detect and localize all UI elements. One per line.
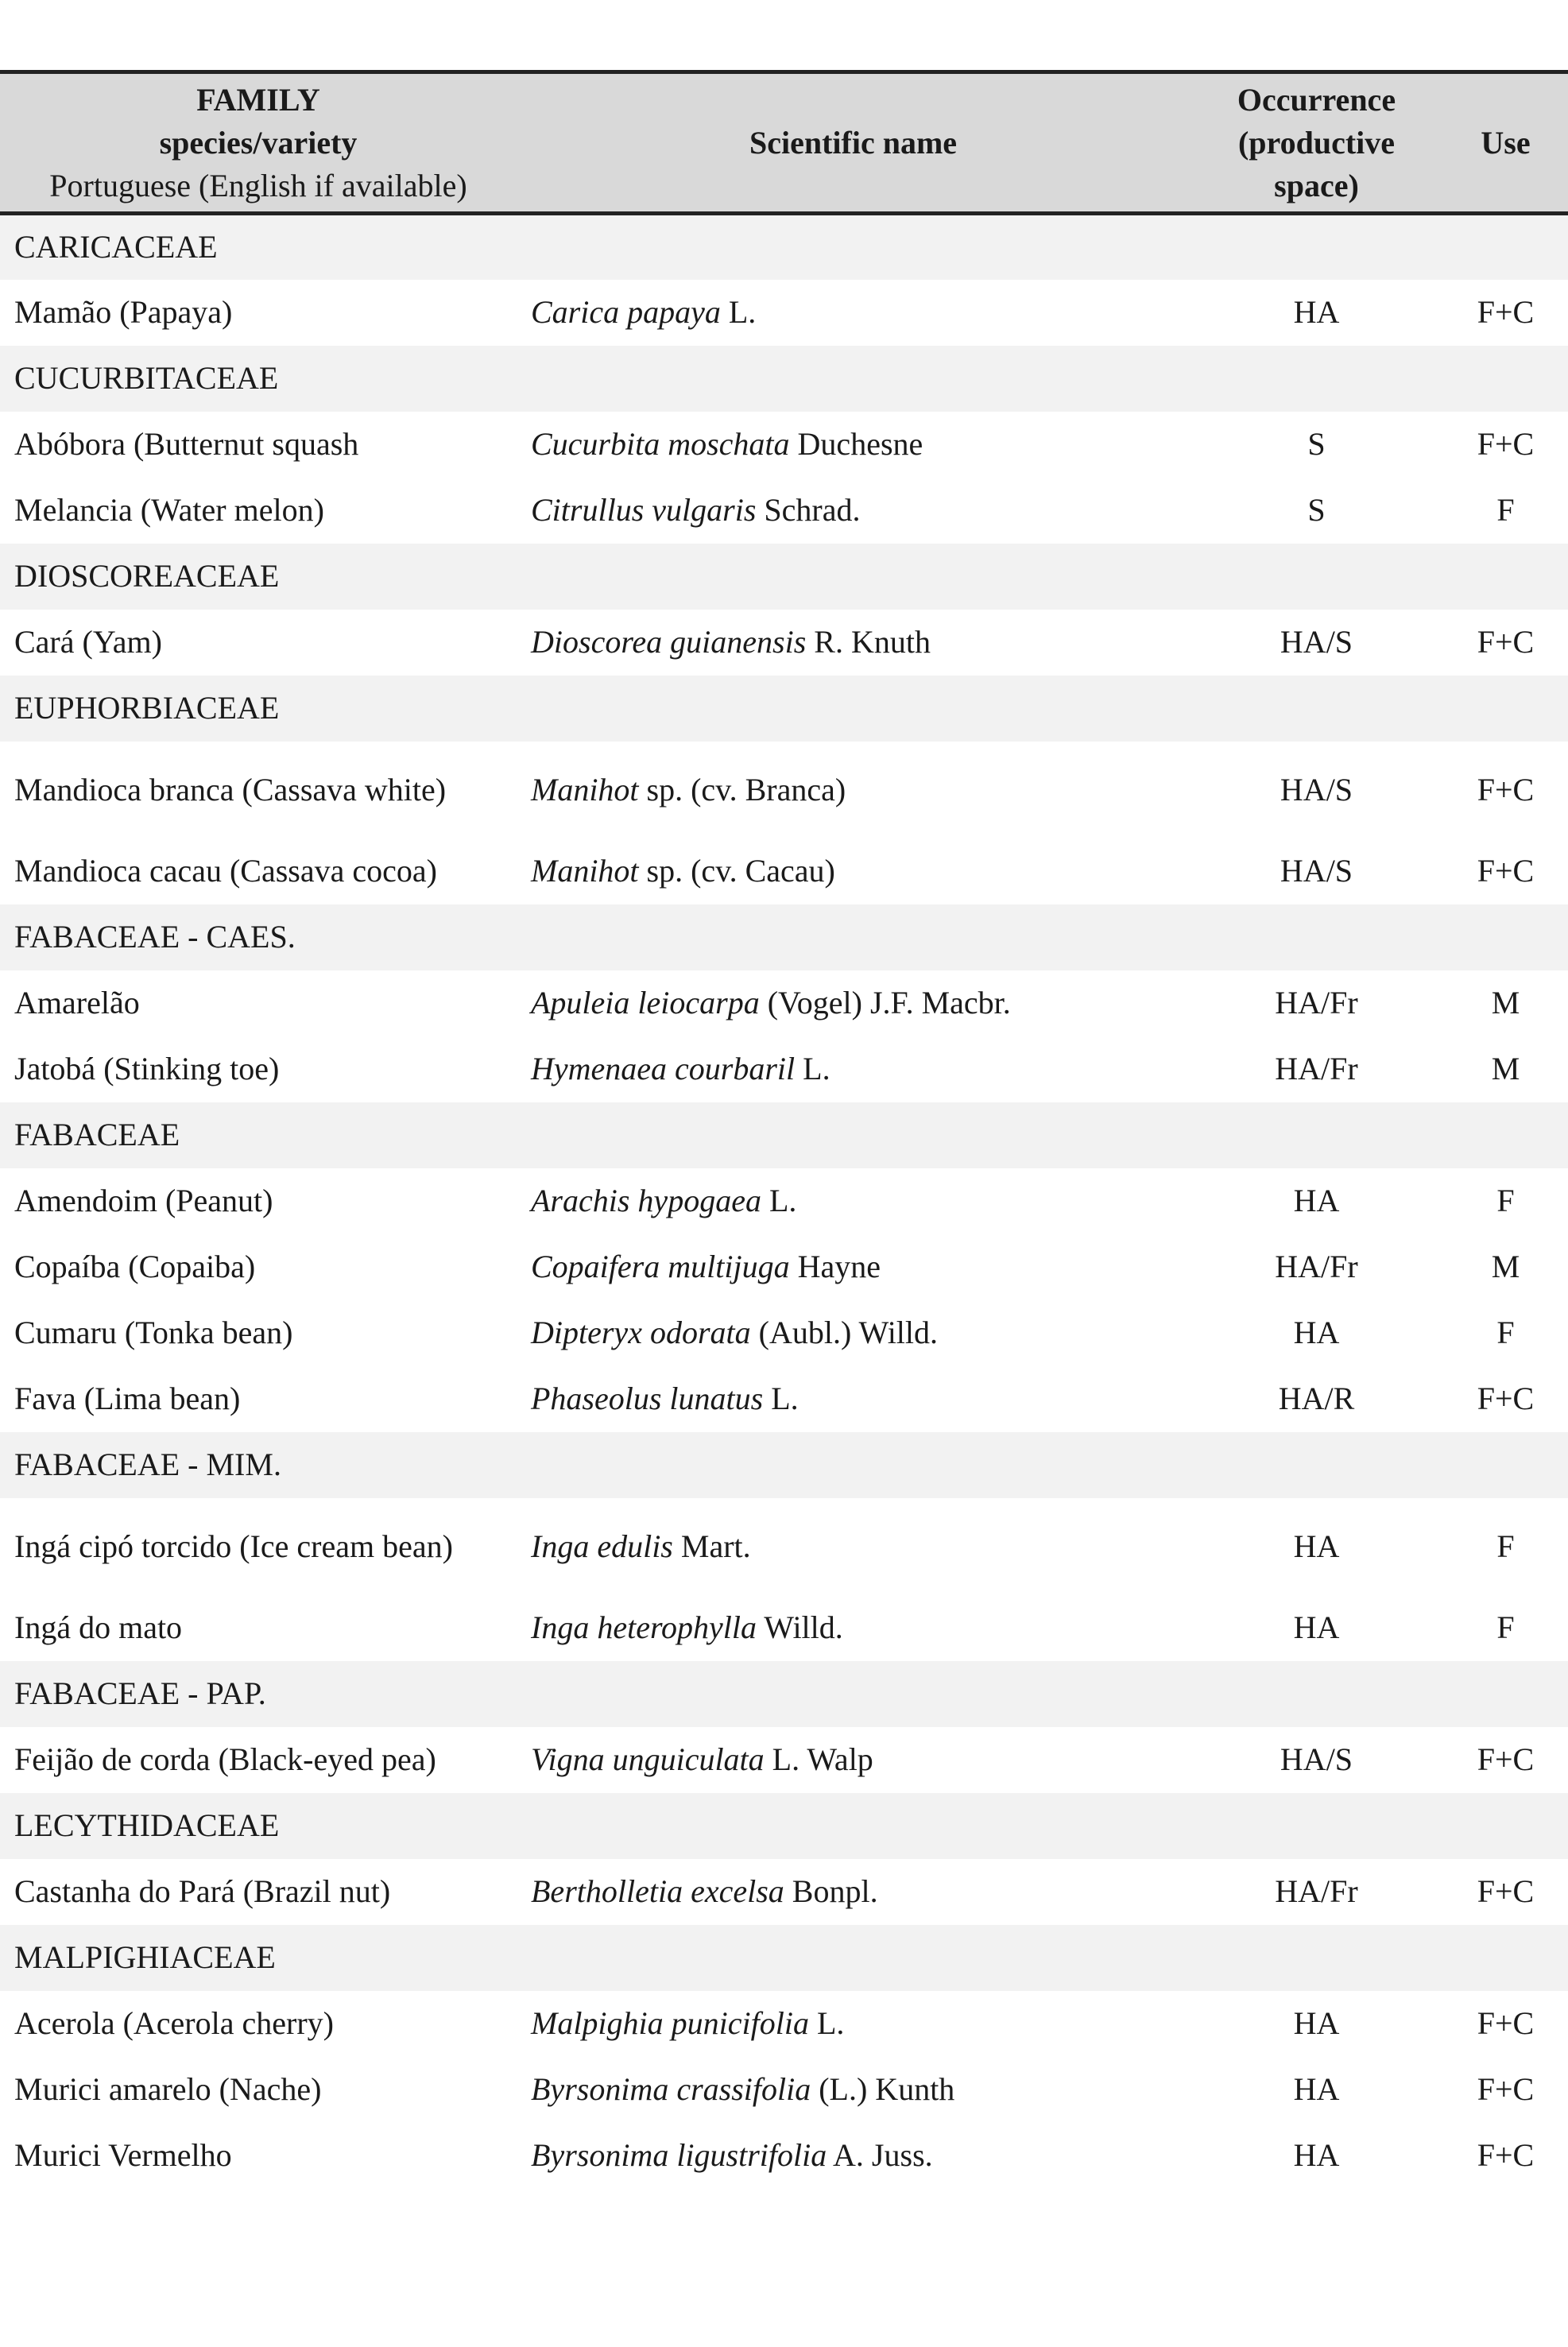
occurrence: HA/S bbox=[1190, 838, 1443, 904]
species-row bbox=[0, 1168, 1568, 1234]
family-row bbox=[0, 1432, 1568, 1498]
use: F+C bbox=[1443, 1727, 1568, 1793]
header-scientific-name: Scientific name bbox=[517, 72, 1190, 214]
species-row bbox=[0, 1366, 1568, 1432]
scientific-author: R. Knuth bbox=[806, 624, 931, 660]
table-header bbox=[0, 72, 1568, 214]
species-row bbox=[0, 1991, 1568, 2057]
common-name: Mamão (Papaya) bbox=[0, 280, 517, 346]
common-name: Melancia (Water melon) bbox=[0, 478, 517, 544]
scientific-author: (Vogel) J.F. Macbr. bbox=[759, 985, 1011, 1021]
scientific-binomial: Apuleia leiocarpa bbox=[531, 985, 760, 1021]
occurrence: S bbox=[1190, 478, 1443, 544]
scientific-author: Mart. bbox=[672, 1528, 751, 1564]
scientific-name bbox=[517, 1727, 1190, 1793]
use: F bbox=[1443, 1595, 1568, 1661]
common-name: Feijão de corda (Black-eyed pea) bbox=[0, 1727, 517, 1793]
use: F+C bbox=[1443, 1859, 1568, 1925]
occurrence: HA bbox=[1190, 2123, 1443, 2189]
occurrence: HA bbox=[1190, 1168, 1443, 1234]
occurrence: HA/Fr bbox=[1190, 1234, 1443, 1300]
header-occurrence-line1: Occurrence bbox=[1237, 81, 1396, 118]
family-name: LECYTHIDACEAE bbox=[0, 1793, 1568, 1859]
scientific-author: Duchesne bbox=[789, 426, 923, 462]
species-row bbox=[0, 1498, 1568, 1595]
use: F bbox=[1443, 478, 1568, 544]
scientific-author: Schrad. bbox=[756, 492, 861, 528]
scientific-name bbox=[517, 1168, 1190, 1234]
family-name: FABACEAE bbox=[0, 1102, 1568, 1168]
scientific-name bbox=[517, 838, 1190, 904]
scientific-author: A. Juss. bbox=[827, 2137, 933, 2173]
species-row bbox=[0, 970, 1568, 1036]
header-family-line1: FAMILY bbox=[196, 81, 320, 118]
header-occurrence-line2: (productive bbox=[1237, 124, 1396, 161]
species-row bbox=[0, 1234, 1568, 1300]
occurrence: HA/R bbox=[1190, 1366, 1443, 1432]
use: F+C bbox=[1443, 280, 1568, 346]
scientific-author: sp. (cv. Branca) bbox=[638, 771, 846, 808]
common-name: Amendoim (Peanut) bbox=[0, 1168, 517, 1234]
species-row bbox=[0, 2123, 1568, 2189]
scientific-name bbox=[517, 2123, 1190, 2189]
table-body bbox=[0, 214, 1568, 2189]
species-row bbox=[0, 610, 1568, 676]
scientific-author: L. bbox=[808, 2005, 845, 2041]
scientific-binomial: Arachis hypogaea bbox=[531, 1183, 761, 1218]
occurrence: HA/S bbox=[1190, 1727, 1443, 1793]
family-row bbox=[0, 1793, 1568, 1859]
occurrence: HA bbox=[1190, 280, 1443, 346]
occurrence: HA/S bbox=[1190, 742, 1443, 838]
occurrence: S bbox=[1190, 412, 1443, 478]
use: F+C bbox=[1443, 2057, 1568, 2123]
scientific-author: Willd. bbox=[757, 1609, 843, 1645]
species-row bbox=[0, 1727, 1568, 1793]
scientific-name bbox=[517, 1234, 1190, 1300]
header-family-line2: species/variety bbox=[159, 124, 358, 161]
occurrence: HA bbox=[1190, 1991, 1443, 2057]
use: F+C bbox=[1443, 838, 1568, 904]
species-row bbox=[0, 412, 1568, 478]
family-row bbox=[0, 214, 1568, 280]
scientific-binomial: Bertholletia excelsa bbox=[531, 1873, 784, 1909]
scientific-binomial: Manihot bbox=[531, 853, 639, 889]
scientific-name bbox=[517, 610, 1190, 676]
species-row bbox=[0, 280, 1568, 346]
scientific-binomial: Phaseolus lunatus bbox=[531, 1381, 764, 1416]
scientific-name bbox=[517, 1498, 1190, 1595]
family-row bbox=[0, 544, 1568, 610]
use: F+C bbox=[1443, 1366, 1568, 1432]
occurrence: HA bbox=[1190, 1300, 1443, 1366]
scientific-binomial: Inga heterophylla bbox=[531, 1609, 757, 1645]
common-name: Castanha do Pará (Brazil nut) bbox=[0, 1859, 517, 1925]
scientific-name bbox=[517, 1300, 1190, 1366]
family-name: DIOSCOREACEAE bbox=[0, 544, 1568, 610]
family-name: FABACEAE - CAES. bbox=[0, 904, 1568, 970]
species-row bbox=[0, 1036, 1568, 1102]
scientific-binomial: Inga edulis bbox=[531, 1528, 673, 1564]
header-use: Use bbox=[1443, 72, 1568, 214]
scientific-name bbox=[517, 478, 1190, 544]
scientific-name bbox=[517, 742, 1190, 838]
occurrence: HA/Fr bbox=[1190, 970, 1443, 1036]
scientific-author: L. bbox=[761, 1183, 797, 1218]
family-row bbox=[0, 676, 1568, 742]
species-row bbox=[0, 1859, 1568, 1925]
common-name: Mandioca cacau (Cassava cocoa) bbox=[0, 838, 517, 904]
occurrence: HA bbox=[1190, 1595, 1443, 1661]
common-name: Murici amarelo (Nache) bbox=[0, 2057, 517, 2123]
occurrence: HA/Fr bbox=[1190, 1859, 1443, 1925]
scientific-author: L. Walp bbox=[764, 1741, 873, 1777]
use: F bbox=[1443, 1300, 1568, 1366]
scientific-name bbox=[517, 1859, 1190, 1925]
common-name: Murici Vermelho bbox=[0, 2123, 517, 2189]
common-name: Ingá cipó torcido (Ice cream bean) bbox=[0, 1498, 517, 1595]
scientific-binomial: Malpighia punicifolia bbox=[531, 2005, 809, 2041]
use: F+C bbox=[1443, 610, 1568, 676]
header-occurrence bbox=[1190, 72, 1443, 214]
occurrence: HA/Fr bbox=[1190, 1036, 1443, 1102]
common-name: Amarelão bbox=[0, 970, 517, 1036]
common-name: Abóbora (Butternut squash bbox=[0, 412, 517, 478]
header-family-line3: Portuguese (English if available) bbox=[49, 167, 467, 203]
family-name: MALPIGHIACEAE bbox=[0, 1925, 1568, 1991]
family-row bbox=[0, 904, 1568, 970]
family-name: FABACEAE - MIM. bbox=[0, 1432, 1568, 1498]
scientific-author: sp. (cv. Cacau) bbox=[638, 853, 835, 889]
scientific-binomial: Dioscorea guianensis bbox=[531, 624, 807, 660]
family-name: CARICACEAE bbox=[0, 214, 1568, 280]
scientific-binomial: Byrsonima crassifolia bbox=[531, 2071, 811, 2107]
family-row bbox=[0, 1661, 1568, 1727]
use: M bbox=[1443, 1036, 1568, 1102]
scientific-name bbox=[517, 1595, 1190, 1661]
header-occurrence-line3: space) bbox=[1274, 167, 1359, 203]
scientific-binomial: Cucurbita moschata bbox=[531, 426, 790, 462]
occurrence: HA bbox=[1190, 1498, 1443, 1595]
family-row bbox=[0, 1102, 1568, 1168]
scientific-name bbox=[517, 970, 1190, 1036]
common-name: Cumaru (Tonka bean) bbox=[0, 1300, 517, 1366]
occurrence: HA/S bbox=[1190, 610, 1443, 676]
family-name: EUPHORBIACEAE bbox=[0, 676, 1568, 742]
common-name: Copaíba (Copaiba) bbox=[0, 1234, 517, 1300]
scientific-binomial: Hymenaea courbaril bbox=[531, 1051, 796, 1086]
species-row bbox=[0, 2057, 1568, 2123]
family-name: CUCURBITACEAE bbox=[0, 346, 1568, 412]
species-row bbox=[0, 1595, 1568, 1661]
use: M bbox=[1443, 1234, 1568, 1300]
header-family bbox=[0, 72, 517, 214]
scientific-name bbox=[517, 1366, 1190, 1432]
scientific-binomial: Byrsonima ligustrifolia bbox=[531, 2137, 827, 2173]
species-row bbox=[0, 742, 1568, 838]
scientific-name bbox=[517, 280, 1190, 346]
use: F+C bbox=[1443, 2123, 1568, 2189]
scientific-binomial: Vigna unguiculata bbox=[531, 1741, 765, 1777]
use: F+C bbox=[1443, 1991, 1568, 2057]
species-row bbox=[0, 1300, 1568, 1366]
common-name: Jatobá (Stinking toe) bbox=[0, 1036, 517, 1102]
scientific-binomial: Citrullus vulgaris bbox=[531, 492, 757, 528]
use: F+C bbox=[1443, 742, 1568, 838]
scientific-binomial: Copaifera multijuga bbox=[531, 1249, 790, 1284]
scientific-author: L. bbox=[795, 1051, 830, 1086]
family-row bbox=[0, 346, 1568, 412]
use: M bbox=[1443, 970, 1568, 1036]
scientific-name bbox=[517, 1991, 1190, 2057]
scientific-author: Hayne bbox=[789, 1249, 881, 1284]
use: F bbox=[1443, 1168, 1568, 1234]
family-row bbox=[0, 1925, 1568, 1991]
species-row bbox=[0, 838, 1568, 904]
family-name: FABACEAE - PAP. bbox=[0, 1661, 1568, 1727]
common-name: Ingá do mato bbox=[0, 1595, 517, 1661]
scientific-name bbox=[517, 1036, 1190, 1102]
scientific-name bbox=[517, 2057, 1190, 2123]
scientific-name bbox=[517, 412, 1190, 478]
common-name: Mandioca branca (Cassava white) bbox=[0, 742, 517, 838]
scientific-binomial: Manihot bbox=[531, 771, 639, 808]
use: F+C bbox=[1443, 412, 1568, 478]
common-name: Acerola (Acerola cherry) bbox=[0, 1991, 517, 2057]
scientific-author: L. bbox=[763, 1381, 799, 1416]
scientific-binomial: Carica papaya bbox=[531, 294, 721, 330]
species-row bbox=[0, 478, 1568, 544]
scientific-binomial: Dipteryx odorata bbox=[531, 1315, 751, 1350]
common-name: Cará (Yam) bbox=[0, 610, 517, 676]
header-row bbox=[0, 72, 1568, 214]
common-name: Fava (Lima bean) bbox=[0, 1366, 517, 1432]
species-table bbox=[0, 70, 1568, 2189]
scientific-author: L. bbox=[720, 294, 757, 330]
use: F bbox=[1443, 1498, 1568, 1595]
scientific-author: Bonpl. bbox=[784, 1873, 878, 1909]
occurrence: HA bbox=[1190, 2057, 1443, 2123]
scientific-author: (Aubl.) Willd. bbox=[750, 1315, 939, 1350]
scientific-author: (L.) Kunth bbox=[811, 2071, 955, 2107]
